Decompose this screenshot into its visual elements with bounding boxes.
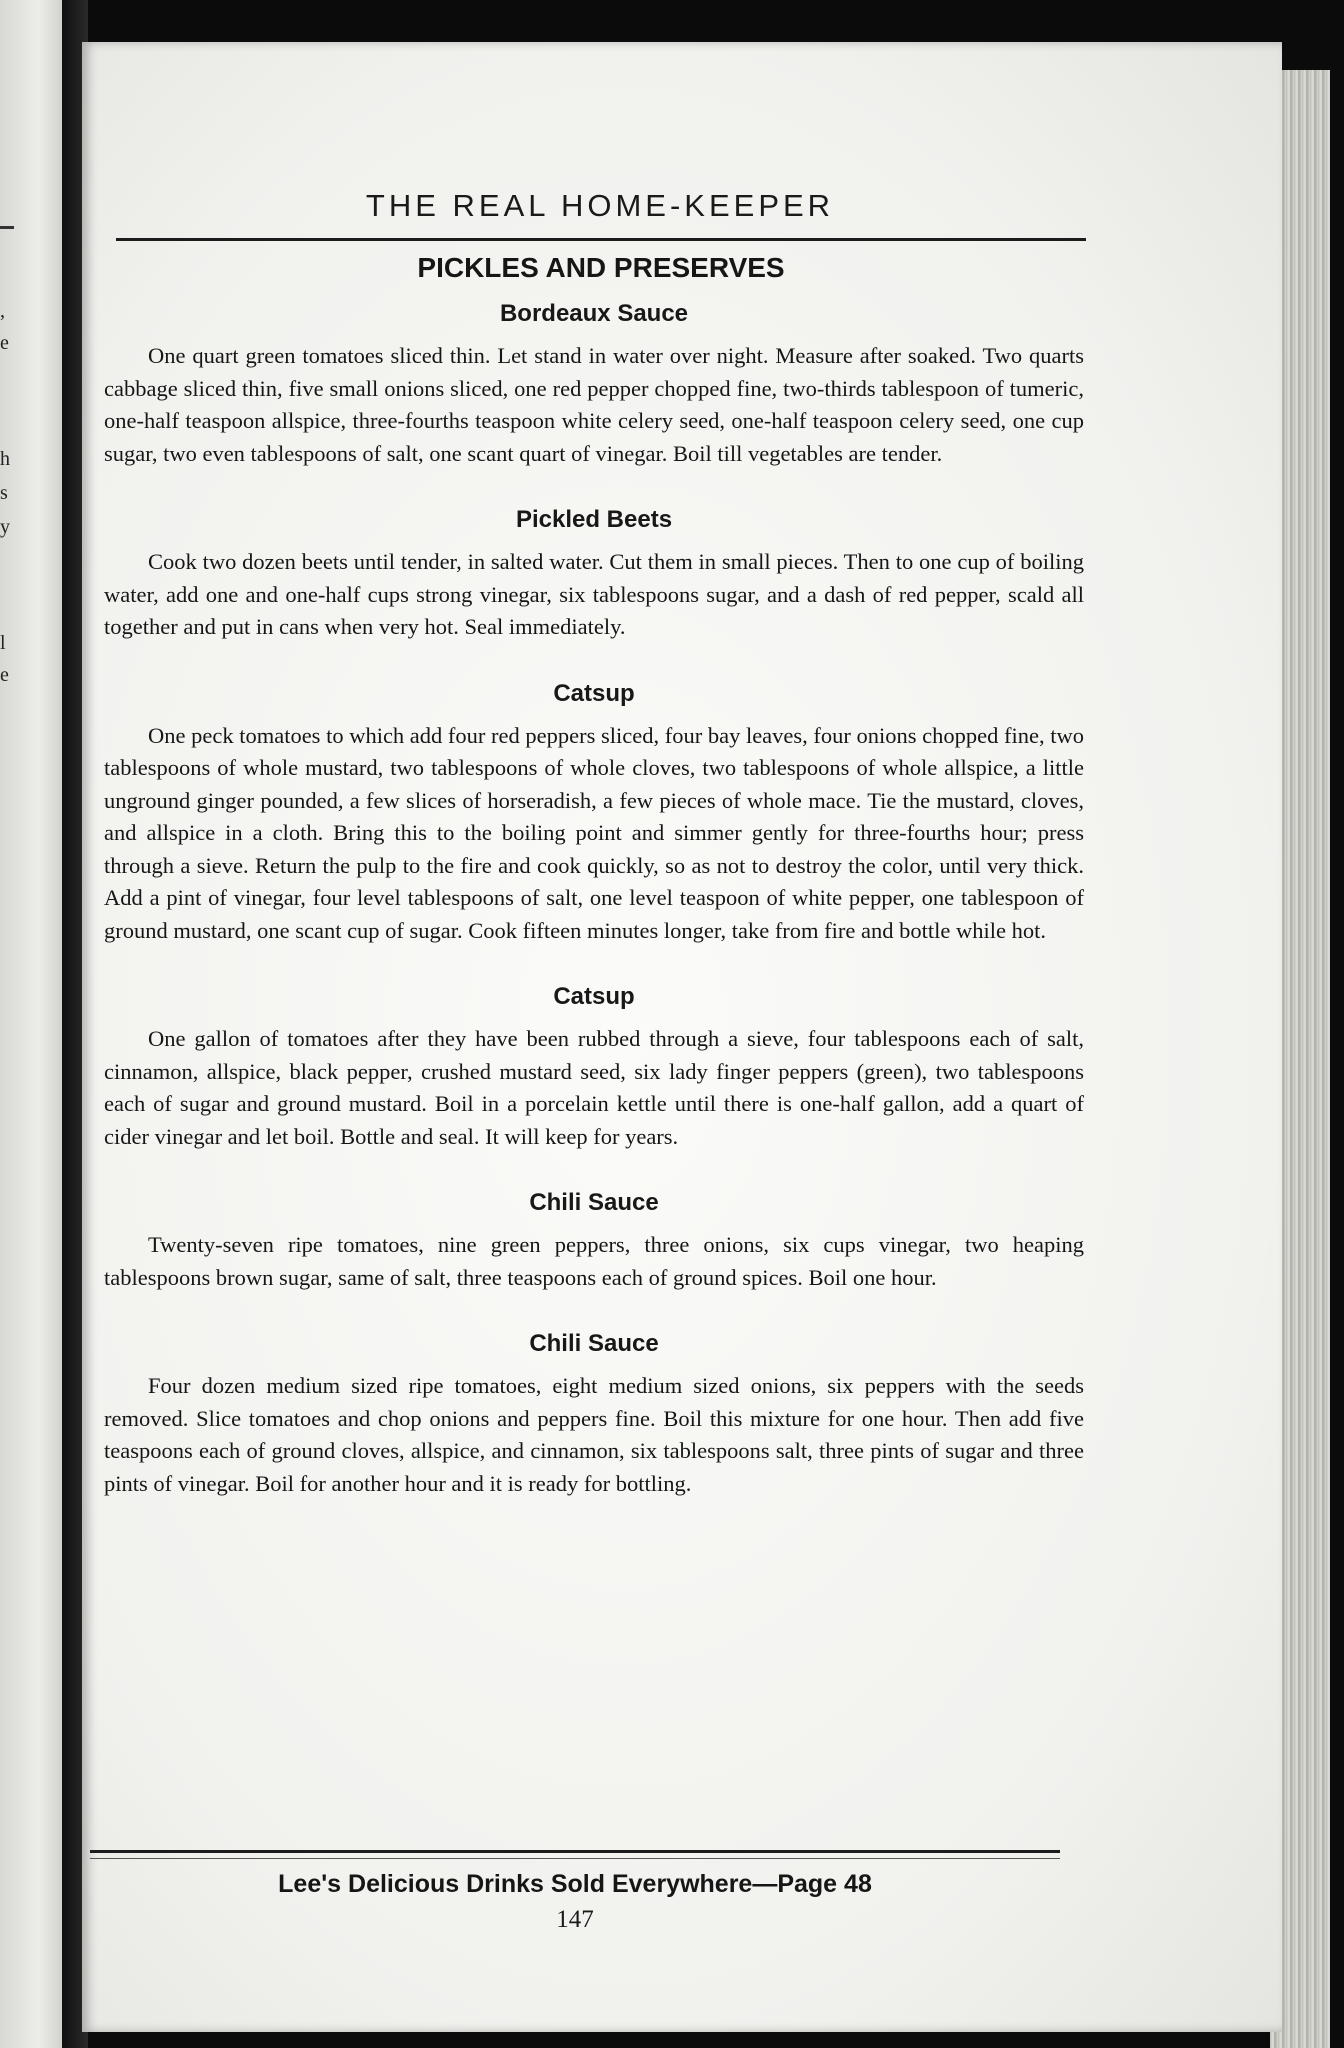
recipe-title: Chili Sauce bbox=[529, 1189, 659, 1216]
recipe-body: Four dozen medium sized ripe tomatoes, eight medium sized onions, six peppers with the seeds removed. Slice tomatoes and chop onions and peppers fine. Boil this mixture for one hour. Then add five teaspoons each of ground cloves, allspice, and cinnamon, six tablespoons salt, three pints of sugar and three pints of vinegar. Boil for another hour and it is ready for bottling. bbox=[104, 1373, 1084, 1496]
left-page-edge bbox=[0, 0, 64, 2048]
page-number: 147 bbox=[556, 1906, 594, 1933]
recipe-catsup-1 bbox=[104, 680, 1084, 948]
recipe-pickled-beets bbox=[104, 506, 1084, 644]
recipe-title: Pickled Beets bbox=[515, 506, 673, 533]
recipe-body: One quart green tomatoes sliced thin. Let stand in water over night. Measure after soaked. Two quarts cabbage sliced thin, five small onions sliced, one red pepper chopped fine, two-thirds tablespoon of tumeric, one-half teaspoon allspice, three-fourths teaspoon white celery seed, one-half teaspoon celery seed, one cup sugar, two even tablespoons of salt, one scant quart of vinegar. Boil till vegetables are tender. bbox=[104, 343, 1084, 466]
recipe-body: One gallon of tomatoes after they have been rubbed through a sieve, four tablespoons each of salt, cinnamon, allspice, black pepper, crushed mustard seed, six lady finger peppers (green), two tablespoons each of sugar and ground mustard. Boil in a porcelain kettle until there is one-half gallon, add a quart of cider vinegar and let boil. Bottle and seal. It will keep for years. bbox=[104, 1026, 1084, 1149]
left-page-fragment: y bbox=[0, 516, 10, 538]
left-page-fragment: e bbox=[0, 664, 9, 686]
footer-rule-thin bbox=[90, 1858, 1060, 1859]
recipe-chili-sauce-2 bbox=[104, 1330, 1084, 1500]
left-page-fragment: l bbox=[0, 632, 6, 654]
recipe-body: Cook two dozen beets until tender, in salted water. Cut them in small pieces. Then to one cup of boiling water, add one and one-half cups strong vinegar, six tablespoons sugar, and a dash of red pepper, scald all together and put in cans when very hot. Seal immediately. bbox=[104, 549, 1084, 639]
left-page-fragment: s bbox=[0, 482, 8, 504]
header-rule bbox=[116, 238, 1086, 241]
running-header: THE REAL HOME-KEEPER bbox=[365, 188, 835, 223]
recipe-list bbox=[104, 300, 1084, 1536]
footer-advertisement: Lee's Delicious Drinks Sold Everywhere—Page 48 bbox=[278, 1870, 872, 1898]
recipe-chili-sauce-1 bbox=[104, 1189, 1084, 1294]
recipe-body: Twenty-seven ripe tomatoes, nine green peppers, three onions, six cups vinegar, two heaping tablespoons brown sugar, same of salt, three teaspoons each of ground spices. Boil one hour. bbox=[104, 1232, 1084, 1290]
recipe-body: One peck tomatoes to which add four red peppers sliced, four bay leaves, four onions chopped fine, two tablespoons of whole mustard, two tablespoons of whole cloves, two tablespoons of whole allspice, a little unground ginger pounded, a few slices of horseradish, a few pieces of whole mace. Tie the mustard, cloves, and allspice in a cloth. Bring this to the boiling point and simmer gently for three-fourths hour; press through a sieve. Return the pulp to the fire and cook quickly, so as not to destroy the color, until very thick. Add a pint of vinegar, four level tablespoons of salt, one level teaspoon of white pepper, one tablespoon of ground mustard, one scant cup of sugar. Cook fifteen minutes longer, take from fire and bottle while hot. bbox=[104, 722, 1084, 943]
footer-rule bbox=[90, 1850, 1060, 1853]
recipe-title: Bordeaux Sauce bbox=[499, 300, 689, 327]
recipe-title: Catsup bbox=[553, 679, 635, 707]
left-page-fragment: e bbox=[0, 332, 9, 354]
left-page-rule bbox=[0, 226, 14, 229]
recipe-title: Chili Sauce bbox=[529, 1330, 659, 1357]
recipe-catsup-2 bbox=[104, 983, 1084, 1153]
section-title: PICKLES AND PRESERVES bbox=[417, 252, 785, 283]
recipe-title: Catsup bbox=[553, 983, 635, 1010]
left-page-fragment: h bbox=[0, 448, 10, 470]
left-page-fragment: , bbox=[0, 300, 5, 322]
recipe-bordeaux-sauce bbox=[104, 300, 1084, 470]
